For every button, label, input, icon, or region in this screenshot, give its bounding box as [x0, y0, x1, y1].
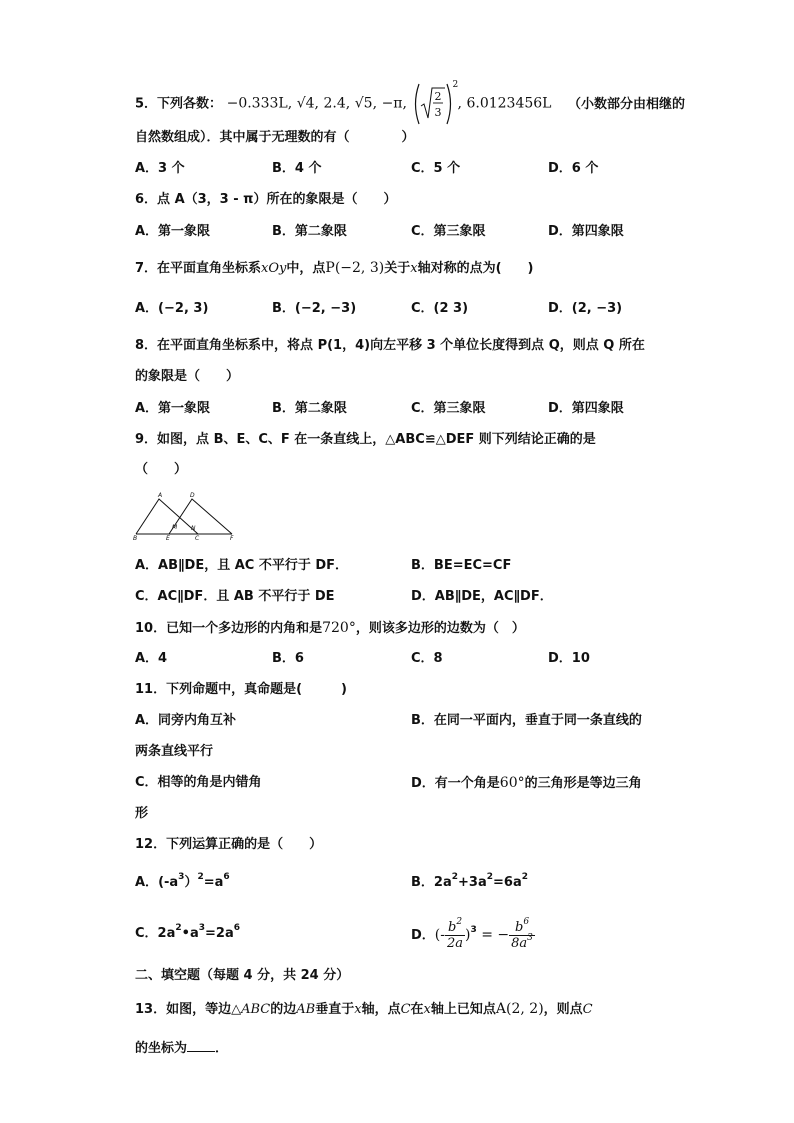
q7-point: P(−2, 3) [325, 260, 385, 276]
q5-frac-den: 3 [434, 106, 442, 119]
q5-line2: 自然数组成）．其中属于无理数的有（ ） [135, 130, 415, 145]
fig-label-b: B [133, 535, 138, 542]
q8-option-b[interactable]: B．第二象限 [272, 401, 347, 416]
fig-label-n: N [191, 525, 196, 532]
q8-line2: 的象限是（ ） [135, 369, 240, 384]
q5-item-2: 2.4 [323, 95, 346, 112]
q9-option-c[interactable]: C．AC∥DF．且 AB 不平行于 DE [135, 589, 335, 604]
q8-line1: 8．在平面直角坐标系中，将点 P(1，4)向左平移 3 个单位长度得到点 Q，则点 Q 所在 [135, 338, 645, 353]
q8-option-d[interactable]: D．第四象限 [548, 401, 624, 416]
q5-tail: （小数部分由相继的 [568, 96, 686, 112]
q9-option-b[interactable]: B．BE=EC=CF [411, 558, 512, 573]
q5-lead: 下列各数： [157, 96, 223, 112]
q5-option-d[interactable]: D．6 个 [548, 161, 599, 176]
q12-option-d[interactable]: D．(- $\frac{b^2}{2a}$ )$^3$ = − $\frac{b^6}{8a^3}$ [411, 917, 533, 951]
q8-option-a[interactable]: A．第一象限 [135, 401, 211, 416]
q5-number: 5． [135, 96, 158, 112]
q10-stem [135, 619, 525, 638]
q11-option-c[interactable]: C．相等的角是内错角 [135, 775, 262, 790]
triangle-figure-icon [132, 492, 242, 544]
q6-option-d[interactable]: D．第四象限 [548, 224, 624, 239]
q10-option-a[interactable]: A．4 [135, 651, 168, 666]
q11-option-a[interactable]: A．同旁内角互补 [135, 713, 237, 728]
q9-option-a[interactable]: A．AB∥DE，且 AC 不平行于 DF． [135, 558, 349, 573]
q5-item-4: −π [381, 95, 403, 112]
q7-mid: 中，点 [286, 261, 326, 276]
section-heading-fill-in: 二、填空题（每题 4 分，共 24 分） [135, 968, 350, 983]
q5-item-0: −0.333L [226, 95, 288, 112]
q11-option-d[interactable]: D．有一个角是60°的三角形是等边三角 [411, 775, 642, 791]
q10-option-b[interactable]: B．6 [272, 651, 304, 666]
q8-option-c[interactable]: C．第三象限 [411, 401, 486, 416]
fig-label-c: C [195, 535, 200, 542]
fig-label-a: A [158, 492, 163, 499]
q5-item-3: √5 [354, 95, 373, 112]
q10-option-d[interactable]: D．10 [548, 651, 590, 666]
q13-stem: 13．如图，等边△ABC的边AB垂直于x轴，点C在x轴上已知点A(2, 2)，则点C [135, 1001, 593, 1017]
fig-label-d: D [190, 492, 195, 499]
q6-option-b[interactable]: B．第二象限 [272, 224, 347, 239]
q7-stem [135, 259, 533, 278]
q10-value: 720° [322, 620, 356, 636]
q10-option-c[interactable]: C．8 [411, 651, 443, 666]
q7-option-c[interactable]: C．(2 3) [411, 301, 469, 316]
q5-item-5: 6.0123456L [466, 95, 552, 112]
q7-axis: x [410, 261, 418, 276]
q7-option-b[interactable]: B．(−2, −3) [272, 301, 357, 316]
q13-line2: 的坐标为 ． [135, 1041, 229, 1056]
q10-pre: 10．已知一个多边形的内角和是 [135, 621, 323, 636]
q10-post: ，则该多边形的边数为（ ） [355, 621, 525, 636]
q9-figure [132, 492, 242, 544]
q11-option-b-cont: 两条直线平行 [135, 744, 214, 759]
fig-label-e: E [166, 535, 170, 542]
fig-label-f: F [230, 535, 234, 542]
q11-option-d-cont: 形 [135, 806, 149, 821]
q7-sys: xOy [261, 261, 287, 276]
q7-option-a[interactable]: A．(−2, 3) [135, 301, 209, 316]
q7-mid2: 关于 [384, 261, 411, 276]
fig-label-m: M [172, 524, 178, 531]
q9-line1: 9．如图，点 B、E、C、F 在一条直线上，△ABC≌△DEF 则下列结论正确的是 [135, 432, 596, 447]
q5-frac-exp: 2 [452, 80, 459, 90]
q7-option-d[interactable]: D．(2, −3) [548, 301, 623, 316]
q6-option-c[interactable]: C．第三象限 [411, 224, 486, 239]
q11-option-b[interactable]: B．在同一平面内，垂直于同一条直线的 [411, 713, 642, 728]
q9-option-d[interactable]: D．AB∥DE，AC∥DF． [411, 589, 553, 604]
q11-stem: 11．下列命题中，真命题是( ) [135, 682, 347, 697]
q12-stem: 12．下列运算正确的是（ ） [135, 837, 323, 852]
q5-line1: 5．下列各数： −0.333L, √4, 2.4, √5, −π, 2 3 2 , 6.0123456L （小数部分由相继的 [135, 82, 685, 126]
q12-option-c[interactable]: C．$2a^2•a^3=2a^6$ [135, 923, 240, 941]
q7-post: 轴对称的点为( ) [417, 261, 534, 276]
q9-line2: （ ） [135, 462, 188, 477]
q12-option-a[interactable]: A．$(-a^3)^2=a^6$ [135, 872, 230, 890]
q12-option-b[interactable]: B．$2a^2+3a^2=6a^2$ [411, 872, 528, 890]
q5-option-b[interactable]: B．4 个 [272, 161, 322, 176]
answer-blank[interactable] [187, 1039, 215, 1052]
q5-option-a[interactable]: A．3 个 [135, 161, 185, 176]
q6-stem: 6．点 A（3，3 - π）所在的象限是（ ） [135, 192, 397, 207]
q7-pre: 7．在平面直角坐标系 [135, 261, 262, 276]
q5-option-c[interactable]: C．5 个 [411, 161, 461, 176]
q6-option-a[interactable]: A．第一象限 [135, 224, 211, 239]
q5-item-1: √4 [296, 95, 315, 112]
q5-frac-num: 2 [434, 90, 442, 103]
q5-sqrt-fraction [411, 82, 457, 126]
